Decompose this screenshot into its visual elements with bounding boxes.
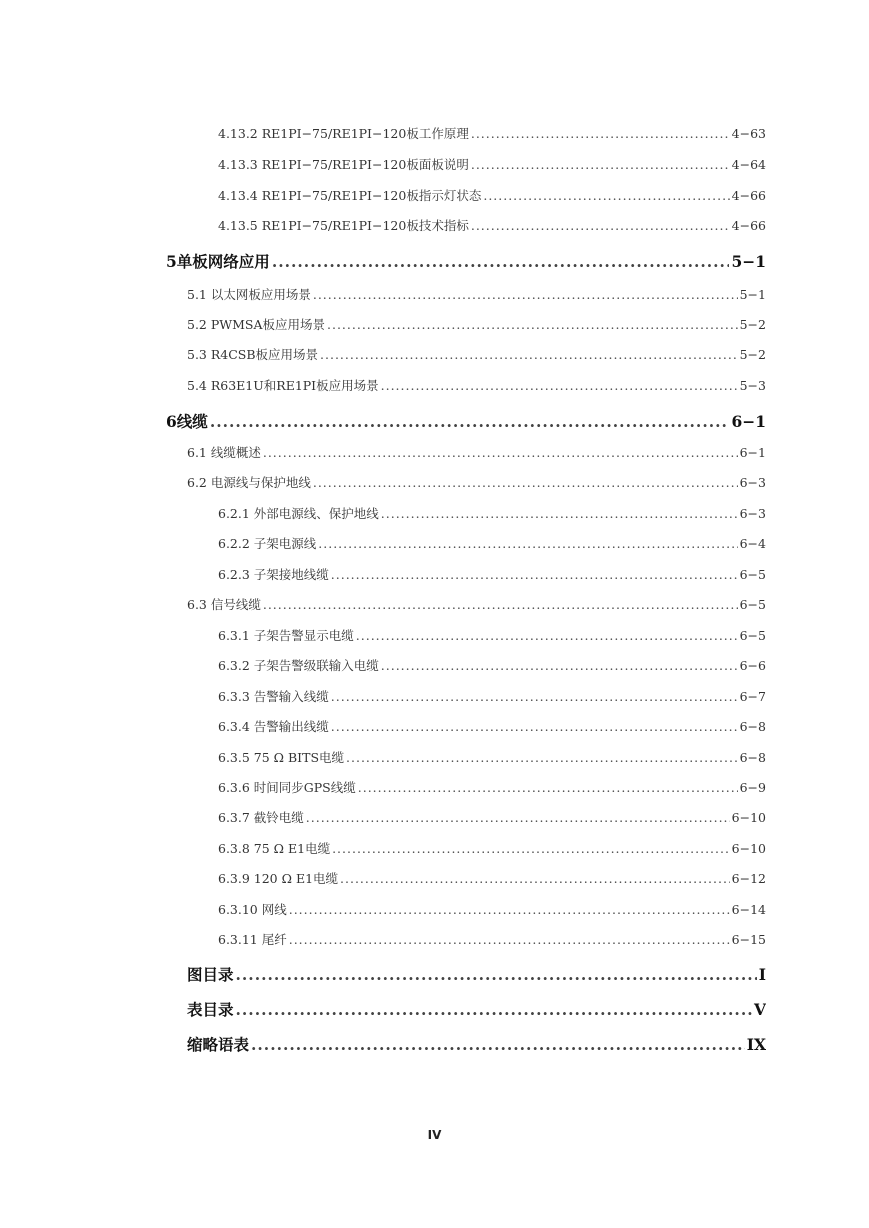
toc-entry[interactable] bbox=[218, 534, 766, 552]
toc-entry[interactable] bbox=[218, 869, 766, 887]
toc-entry[interactable] bbox=[218, 656, 766, 674]
toc-entry[interactable] bbox=[218, 808, 766, 826]
toc-entry-title: 6.3.4 告警输出线缆 bbox=[218, 719, 329, 734]
toc-entry[interactable] bbox=[218, 930, 766, 948]
toc-entry[interactable] bbox=[218, 124, 766, 142]
toc-entry-page: V bbox=[753, 1000, 766, 1019]
toc-entry[interactable] bbox=[187, 963, 766, 985]
toc-entry-title: 6.2.3 子架接地线缆 bbox=[218, 567, 329, 582]
toc-entry-page: 4−66 bbox=[731, 188, 766, 203]
toc-entry[interactable] bbox=[187, 1033, 766, 1055]
toc-entry[interactable] bbox=[218, 504, 766, 522]
dot-leader bbox=[251, 1035, 745, 1054]
toc-entry[interactable] bbox=[218, 717, 766, 735]
toc-entry-title: 6.3.8 75 Ω E1电缆 bbox=[218, 841, 331, 856]
dot-leader bbox=[381, 378, 738, 393]
toc-entry[interactable] bbox=[187, 285, 766, 303]
toc-entry-page: 6−15 bbox=[731, 932, 766, 947]
dot-leader bbox=[331, 689, 738, 704]
toc-entry[interactable] bbox=[218, 216, 766, 234]
toc-entry-page: 5−3 bbox=[739, 378, 766, 393]
dot-leader bbox=[236, 965, 757, 984]
toc-entry-page: 6−14 bbox=[731, 902, 766, 917]
toc-entry-title: 6.3.3 告警输入线缆 bbox=[218, 689, 329, 704]
toc-entry-title: 6.3.9 120 Ω E1电缆 bbox=[218, 871, 339, 886]
toc-entry[interactable] bbox=[187, 998, 766, 1020]
dot-leader bbox=[236, 1000, 752, 1019]
toc-entry[interactable] bbox=[187, 595, 766, 613]
toc-entry-title: 4.13.3 RE1PI−75/RE1PI−120板面板说明 bbox=[218, 157, 469, 172]
toc-entry-title: 6.3.11 尾纤 bbox=[218, 932, 287, 947]
dot-leader bbox=[356, 628, 738, 643]
toc-entry[interactable] bbox=[218, 186, 766, 204]
dot-leader bbox=[340, 871, 730, 886]
toc-entry-page: I bbox=[758, 965, 766, 984]
dot-leader bbox=[381, 658, 738, 673]
toc-entry-page: 6−5 bbox=[739, 567, 766, 582]
toc-entry-page: 6−10 bbox=[731, 841, 766, 856]
toc-entry-title: 6.2.2 子架电源线 bbox=[218, 536, 317, 551]
toc-entry-title: 6.2 电源线与保护地线 bbox=[187, 475, 311, 490]
toc-entry-title: 5.2 PWMSA板应用场景 bbox=[187, 317, 326, 332]
toc-entry-page: 6−8 bbox=[739, 719, 766, 734]
toc-entry[interactable] bbox=[166, 250, 766, 272]
toc-entry-page: 5−1 bbox=[731, 252, 766, 271]
toc-entry-page: 6−5 bbox=[739, 628, 766, 643]
toc-entry[interactable] bbox=[187, 345, 766, 363]
dot-leader bbox=[471, 218, 730, 233]
toc-entry-page: 5−2 bbox=[739, 317, 766, 332]
chapter-number: 6 bbox=[166, 412, 177, 431]
toc-entry-page: 6−3 bbox=[739, 475, 766, 490]
toc-entry-page: 6−10 bbox=[731, 810, 766, 825]
toc-entry-title: 4.13.4 RE1PI−75/RE1PI−120板指示灯状态 bbox=[218, 188, 482, 203]
toc-entry-title: 4.13.5 RE1PI−75/RE1PI−120板技术指标 bbox=[218, 218, 469, 233]
toc-entry[interactable] bbox=[218, 565, 766, 583]
dot-leader bbox=[331, 567, 738, 582]
dot-leader bbox=[313, 287, 738, 302]
dot-leader bbox=[471, 126, 730, 141]
toc-entry-page: 4−64 bbox=[731, 157, 766, 172]
dot-leader bbox=[327, 317, 738, 332]
toc-entry-title: 6.3.2 子架告警级联输入电缆 bbox=[218, 658, 379, 673]
toc-entry-page: 6−5 bbox=[739, 597, 766, 612]
toc-entry-page: IX bbox=[746, 1035, 766, 1054]
toc-entry[interactable] bbox=[218, 900, 766, 918]
toc-entry-page: 6−1 bbox=[739, 445, 766, 460]
toc-entry[interactable] bbox=[187, 315, 766, 333]
dot-leader bbox=[320, 347, 738, 362]
toc-entry-page: 4−63 bbox=[731, 126, 766, 141]
dot-leader bbox=[306, 810, 730, 825]
toc-entry-page: 4−66 bbox=[731, 218, 766, 233]
dot-leader bbox=[318, 536, 737, 551]
dot-leader bbox=[381, 506, 738, 521]
toc-entry[interactable] bbox=[218, 778, 766, 796]
toc-entry[interactable] bbox=[218, 687, 766, 705]
dot-leader bbox=[263, 597, 738, 612]
toc-entry-page: 6−7 bbox=[739, 689, 766, 704]
toc-entry-title: 图目录 bbox=[187, 965, 234, 984]
page-number: IV bbox=[427, 1128, 442, 1142]
toc-entry[interactable] bbox=[187, 376, 766, 394]
toc-entry-title: 5.1 以太网板应用场景 bbox=[187, 287, 311, 302]
toc-entry-title: 单板网络应用 bbox=[176, 252, 270, 271]
toc-entry-title: 线缆 bbox=[176, 412, 208, 431]
toc-entry-page: 5−2 bbox=[739, 347, 766, 362]
toc-entry[interactable] bbox=[187, 443, 766, 461]
toc-entry-title: 6.3.10 网线 bbox=[218, 902, 287, 917]
toc-entry-title: 5.3 R4CSB板应用场景 bbox=[187, 347, 319, 362]
toc-entry-title: 6.3 信号线缆 bbox=[187, 597, 261, 612]
toc-entry-title: 5.4 R63E1U和RE1PI板应用场景 bbox=[187, 378, 379, 393]
toc-entry[interactable] bbox=[187, 473, 766, 491]
toc-entry-page: 6−4 bbox=[739, 536, 766, 551]
toc-entry-title: 6.1 线缆概述 bbox=[187, 445, 261, 460]
toc-entry[interactable] bbox=[218, 839, 766, 857]
toc-entry[interactable] bbox=[218, 155, 766, 173]
toc-entry-title: 4.13.2 RE1PI−75/RE1PI−120板工作原理 bbox=[218, 126, 469, 141]
chapter-number: 5 bbox=[166, 252, 177, 271]
toc-entry-title: 6.3.7 截铃电缆 bbox=[218, 810, 304, 825]
dot-leader bbox=[483, 188, 729, 203]
toc-entry-title: 表目录 bbox=[187, 1000, 234, 1019]
toc-entry-page: 6−8 bbox=[739, 750, 766, 765]
toc-entry-page: 6−12 bbox=[731, 871, 766, 886]
dot-leader bbox=[331, 719, 738, 734]
toc-entry[interactable] bbox=[166, 410, 766, 432]
toc-entry[interactable] bbox=[218, 748, 766, 766]
dot-leader bbox=[332, 841, 730, 856]
dot-leader bbox=[289, 932, 730, 947]
toc-entry-title: 缩略语表 bbox=[187, 1035, 250, 1054]
toc-entry-page: 6−3 bbox=[739, 506, 766, 521]
dot-leader bbox=[471, 157, 730, 172]
dot-leader bbox=[263, 445, 738, 460]
dot-leader bbox=[358, 780, 738, 795]
toc-entry-title: 6.3.6 时间同步GPS线缆 bbox=[218, 780, 356, 795]
dot-leader bbox=[313, 475, 738, 490]
dot-leader bbox=[210, 412, 730, 431]
toc-entry[interactable] bbox=[218, 626, 766, 644]
dot-leader bbox=[289, 902, 730, 917]
toc-entry-page: 6−1 bbox=[731, 412, 766, 431]
toc-entry-title: 6.3.1 子架告警显示电缆 bbox=[218, 628, 354, 643]
toc-entry-page: 6−9 bbox=[739, 780, 766, 795]
toc-entry-page: 5−1 bbox=[739, 287, 766, 302]
toc-entry-title: 6.3.5 75 Ω BITS电缆 bbox=[218, 750, 345, 765]
toc-entry-title: 6.2.1 外部电源线、保护地线 bbox=[218, 506, 379, 521]
dot-leader bbox=[346, 750, 738, 765]
dot-leader bbox=[272, 252, 730, 271]
toc-entry-page: 6−6 bbox=[739, 658, 766, 673]
